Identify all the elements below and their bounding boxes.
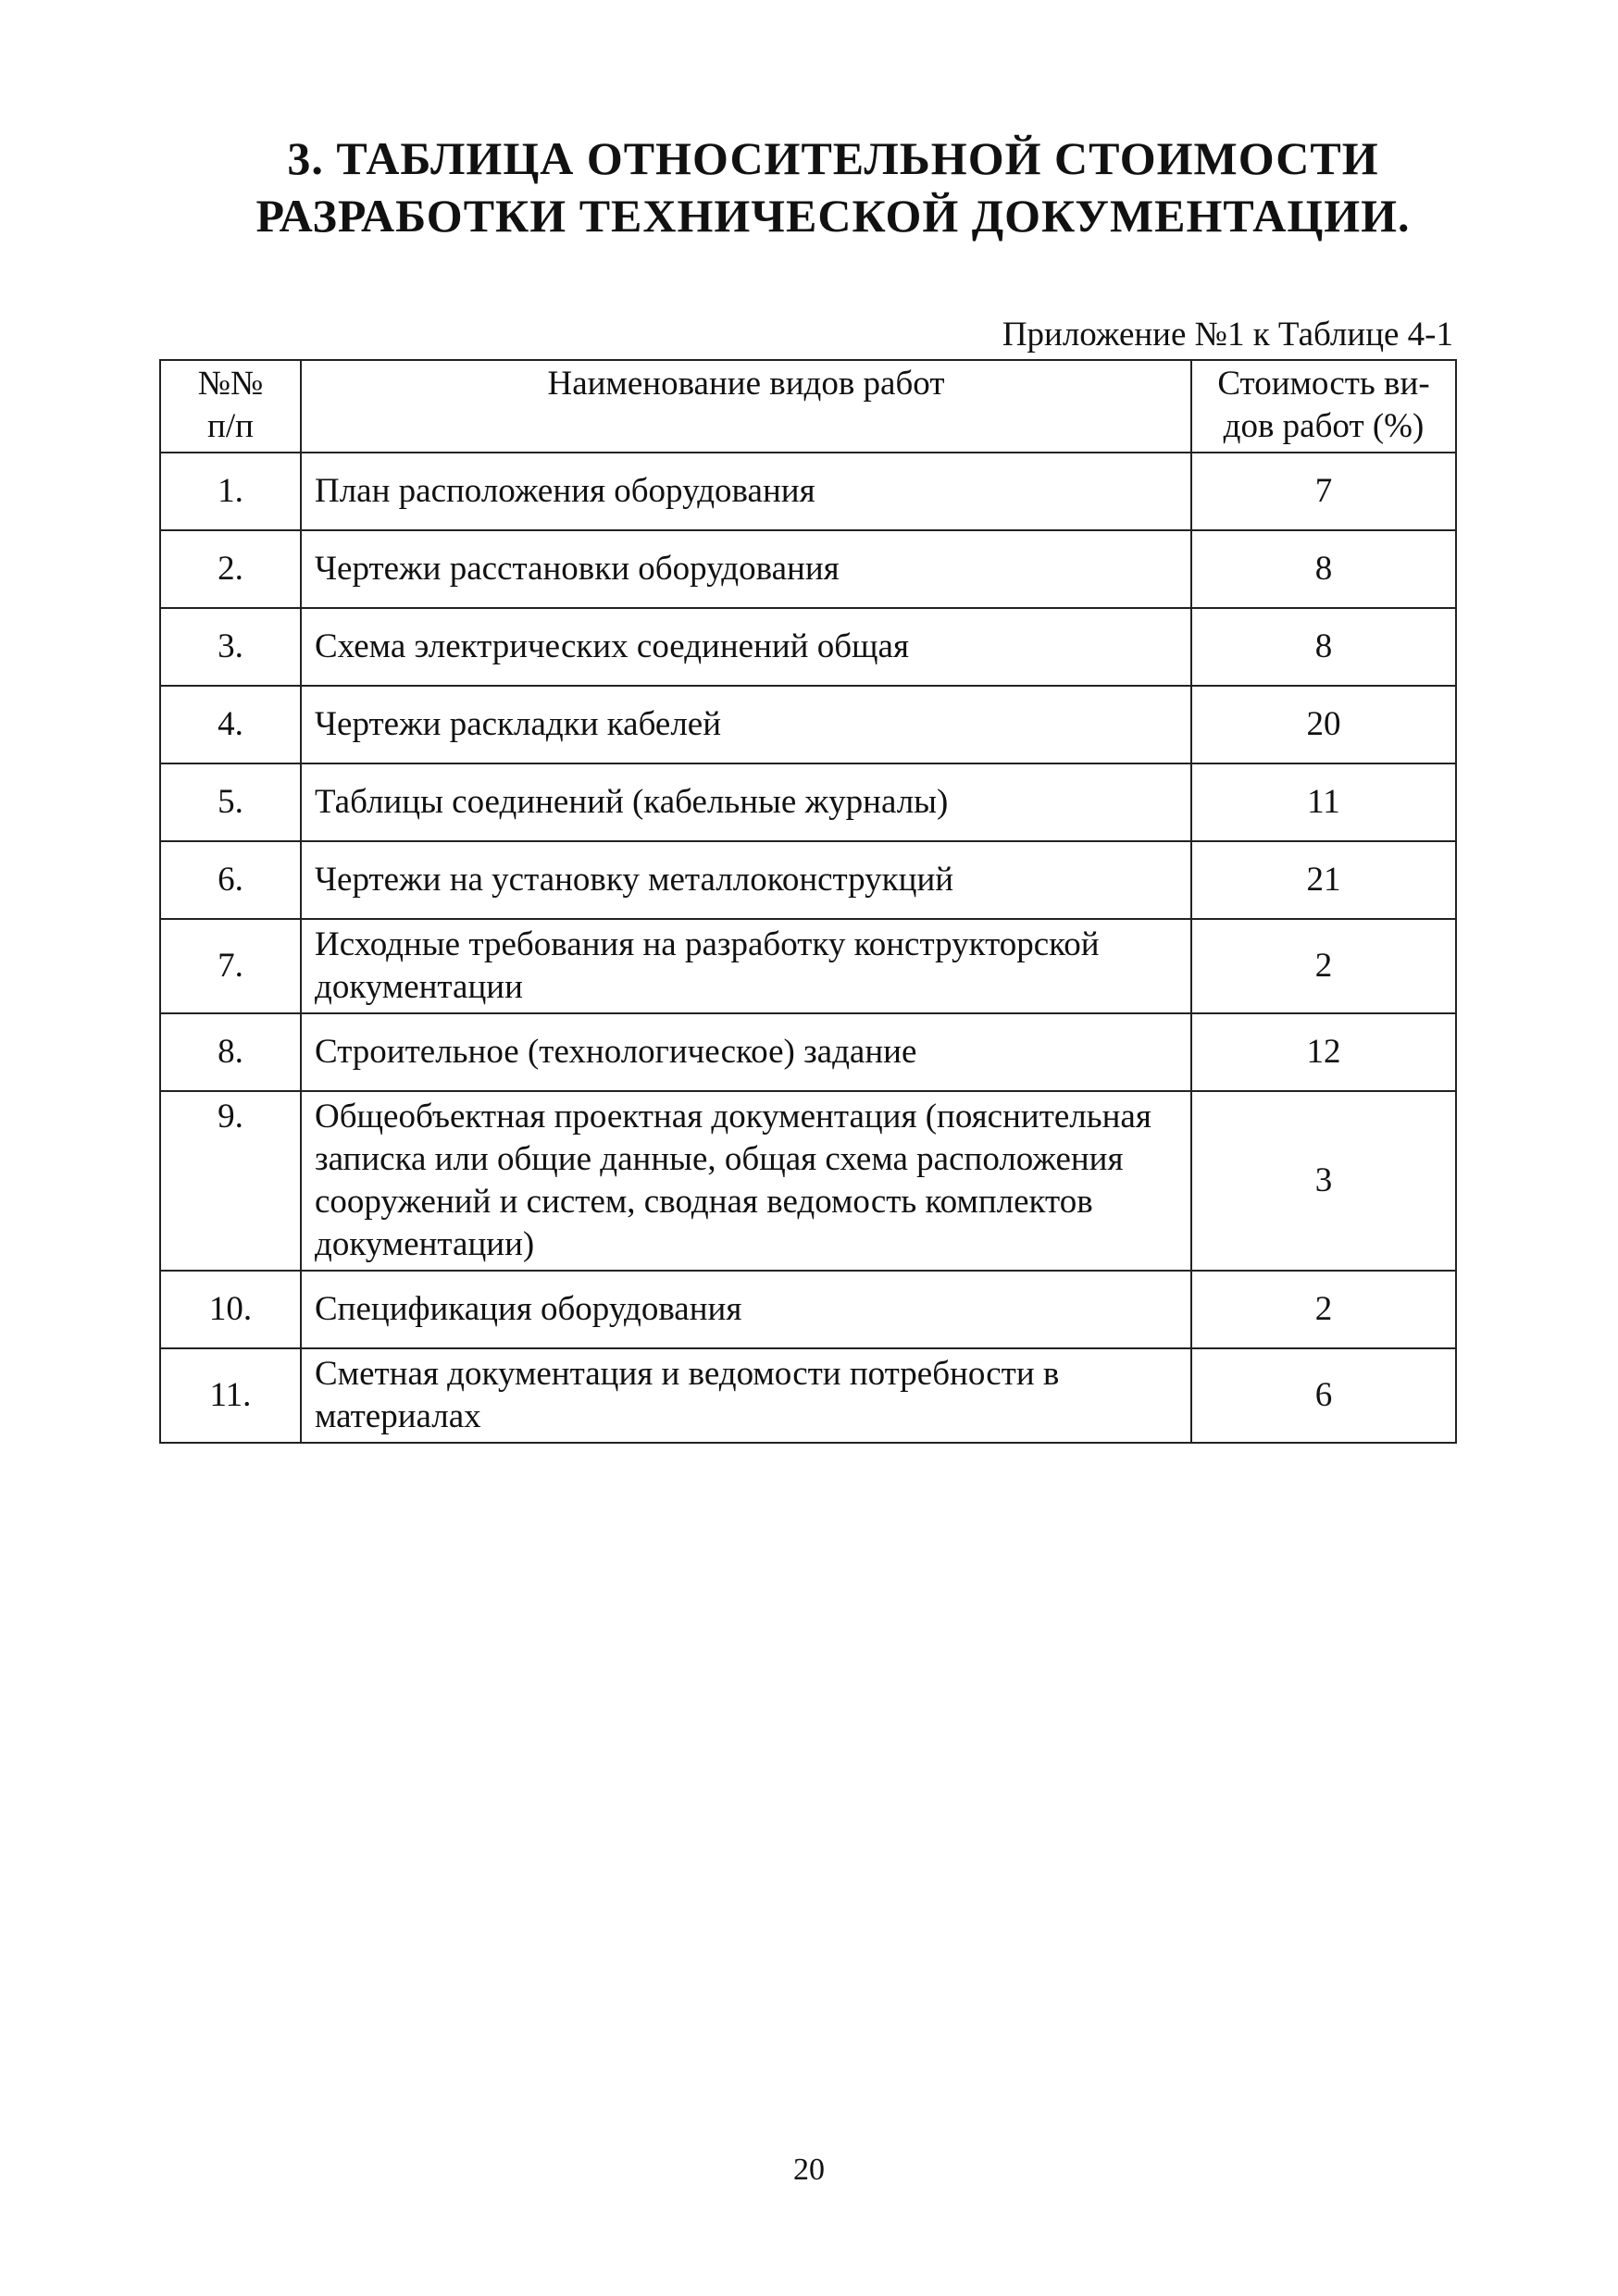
header-cost-line-1: Стоимость ви- <box>1217 365 1430 403</box>
row-num: 1. <box>160 453 301 530</box>
table-row <box>160 453 1456 530</box>
row-num: 10. <box>160 1271 301 1348</box>
row-num: 5. <box>160 763 301 841</box>
row-name: Общеобъектная проектная документация (пояснительная записка или общие данные, общая схема расположения сооружений и систем, сводная ведомость комплектов документации) <box>301 1091 1191 1271</box>
row-name: Таблицы соединений (кабельные журналы) <box>301 763 1191 841</box>
row-cost: 11 <box>1191 763 1456 841</box>
page-title <box>185 130 1481 244</box>
header-cost <box>1191 360 1456 453</box>
row-name: Чертежи расстановки оборудования <box>301 530 1191 608</box>
header-name: Наименование видов работ <box>301 360 1191 453</box>
row-cost: 12 <box>1191 1013 1456 1091</box>
table-header-row <box>160 360 1456 453</box>
row-cost: 3 <box>1191 1091 1456 1271</box>
row-name: Исходные требования на разработку конструкторской документации <box>301 919 1191 1013</box>
table-row <box>160 530 1456 608</box>
cost-table <box>159 359 1457 1444</box>
row-name: Чертежи на установку металлоконструкций <box>301 841 1191 919</box>
table-row <box>160 608 1456 686</box>
title-line-2: РАЗРАБОТКИ ТЕХНИЧЕСКОЙ ДОКУМЕНТАЦИИ. <box>255 190 1411 242</box>
table-row <box>160 1271 1456 1348</box>
appendix-label: Приложение №1 к Таблице 4-1 <box>1002 316 1453 354</box>
table-row <box>160 1348 1456 1443</box>
header-num-line-2: п/п <box>207 407 254 445</box>
row-name: Спецификация оборудования <box>301 1271 1191 1348</box>
table-row <box>160 841 1456 919</box>
table-row <box>160 686 1456 763</box>
row-name: Чертежи раскладки кабелей <box>301 686 1191 763</box>
row-cost: 2 <box>1191 919 1456 1013</box>
row-num: 3. <box>160 608 301 686</box>
header-num-line-1: №№ <box>197 365 264 403</box>
row-num: 8. <box>160 1013 301 1091</box>
row-name: Сметная документация и ведомости потребности в материалах <box>301 1348 1191 1443</box>
row-name: Схема электрических соединений общая <box>301 608 1191 686</box>
row-num: 6. <box>160 841 301 919</box>
row-num: 2. <box>160 530 301 608</box>
header-cost-line-2: дов работ (%) <box>1223 407 1425 445</box>
row-num: 4. <box>160 686 301 763</box>
row-cost: 21 <box>1191 841 1456 919</box>
row-num: 11. <box>160 1348 301 1443</box>
row-cost: 6 <box>1191 1348 1456 1443</box>
row-num: 7. <box>160 919 301 1013</box>
row-cost: 8 <box>1191 608 1456 686</box>
row-num: 9. <box>160 1091 301 1271</box>
table-row <box>160 919 1456 1013</box>
table-row <box>160 1091 1456 1271</box>
header-num <box>160 360 301 453</box>
row-cost: 8 <box>1191 530 1456 608</box>
table-row <box>160 1013 1456 1091</box>
row-cost: 7 <box>1191 453 1456 530</box>
row-name: План расположения оборудования <box>301 453 1191 530</box>
row-cost: 2 <box>1191 1271 1456 1348</box>
title-line-1: 3. ТАБЛИЦА ОТНОСИТЕЛЬНОЙ СТОИМОСТИ <box>287 132 1379 184</box>
row-name: Строительное (технологическое) задание <box>301 1013 1191 1091</box>
page-number: 20 <box>793 2153 825 2187</box>
row-cost: 20 <box>1191 686 1456 763</box>
table-row <box>160 763 1456 841</box>
